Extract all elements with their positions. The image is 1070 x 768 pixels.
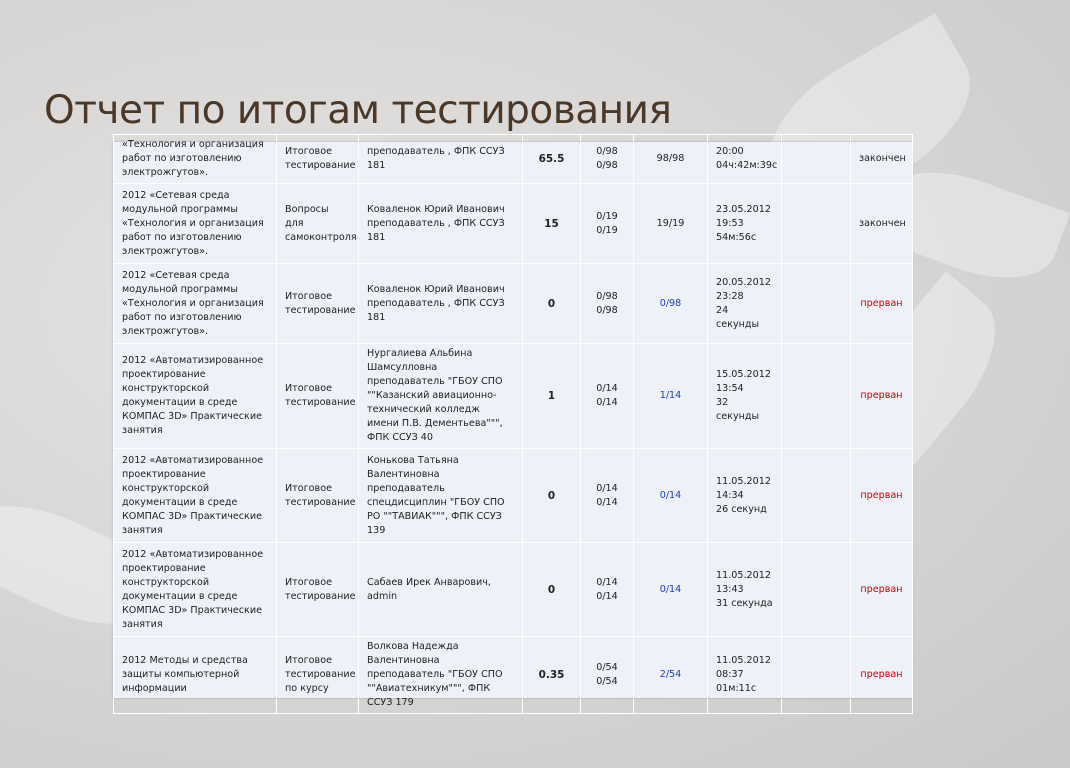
score-cell: 15 <box>523 184 581 264</box>
date-cell: 11.05.2012 08:37 01м:11с <box>708 637 782 714</box>
test-type-cell: Итоговое тестирование <box>277 135 359 184</box>
empty-cell <box>782 543 851 637</box>
score-cell: 0 <box>523 543 581 637</box>
status-cell: прерван <box>851 344 913 449</box>
empty-cell <box>782 264 851 344</box>
status-cell: закончен <box>851 135 913 184</box>
result-cell: 0/14 0/14 <box>581 344 634 449</box>
table-row[interactable] <box>114 637 913 714</box>
teacher-cell: Сабаев Ирек Анварович, admin <box>359 543 523 637</box>
progress-cell[interactable]: 1/14 <box>634 344 708 449</box>
test-report-table-screenshot <box>113 139 912 708</box>
empty-cell <box>782 449 851 543</box>
teacher-cell: Коваленок Юрий Иванович преподаватель , ФПК ССУЗ 181 <box>359 264 523 344</box>
course-cell: 2012 Методы и средства защиты компьютерной информации <box>114 637 277 714</box>
test-type-cell: Итоговое тестирование по курсу <box>277 637 359 714</box>
test-type-cell: Итоговое тестирование <box>277 543 359 637</box>
date-cell: 20.05.2012 23:28 24 секунды <box>708 264 782 344</box>
empty-cell <box>782 637 851 714</box>
table-row[interactable] <box>114 264 913 344</box>
test-type-cell: Итоговое тестирование <box>277 264 359 344</box>
test-report-table <box>113 134 913 714</box>
date-cell: 15.05.2012 13:54 32 секунды <box>708 344 782 449</box>
result-cell: 0/98 0/98 <box>581 135 634 184</box>
test-type-cell: Вопросы для самоконтроля <box>277 184 359 264</box>
score-cell: 0 <box>523 264 581 344</box>
result-cell: 0/14 0/14 <box>581 449 634 543</box>
status-cell: прерван <box>851 637 913 714</box>
course-cell: 2012 «Автоматизированное проектирование конструкторской документации в среде КОМПАС 3D» Практические занятия <box>114 543 277 637</box>
status-cell: прерван <box>851 264 913 344</box>
progress-cell[interactable]: 0/14 <box>634 449 708 543</box>
table-row[interactable] <box>114 135 913 184</box>
empty-cell <box>782 135 851 184</box>
teacher-cell: Нургалиева Альбина Шамсулловна преподаватель "ГБОУ СПО ""Казанский авиационно-технический колледж имени П.В. Дементьева""", ФПК ССУЗ 40 <box>359 344 523 449</box>
teacher-cell: Конькова Татьяна Валентиновна преподаватель спецдисциплин "ГБОУ СПО РО ""ТАВИАК""", ФПК ССУЗ 139 <box>359 449 523 543</box>
slide-title: Отчет по итогам тестирования <box>44 88 672 133</box>
score-cell: 0 <box>523 449 581 543</box>
result-cell: 0/19 0/19 <box>581 184 634 264</box>
course-cell: 2012 «Сетевая среда модульной программы «Технология и организация работ по изготовлению электрожгутов». <box>114 264 277 344</box>
score-cell: 65.5 <box>523 135 581 184</box>
table-row[interactable] <box>114 543 913 637</box>
table-row[interactable] <box>114 344 913 449</box>
empty-cell <box>782 344 851 449</box>
course-cell: 2012 «Сетевая среда модульной программы «Технология и организация работ по изготовлению электрожгутов». <box>114 184 277 264</box>
date-cell: 20:00 04ч:42м:39с <box>708 135 782 184</box>
test-type-cell: Итоговое тестирование <box>277 449 359 543</box>
course-cell: 2012 «Автоматизированное проектирование конструкторской документации в среде КОМПАС 3D» Практические занятия <box>114 344 277 449</box>
date-cell: 23.05.2012 19:53 54м:56с <box>708 184 782 264</box>
progress-cell[interactable]: 0/14 <box>634 543 708 637</box>
progress-cell: 19/19 <box>634 184 708 264</box>
result-cell: 0/14 0/14 <box>581 543 634 637</box>
teacher-cell: Волкова Надежда Валентиновна преподаватель "ГБОУ СПО ""Авиатехникум""", ФПК ССУЗ 179 <box>359 637 523 714</box>
teacher-cell: Коваленок Юрий Иванович преподаватель , ФПК ССУЗ 181 <box>359 184 523 264</box>
date-cell: 11.05.2012 14:34 26 секунд <box>708 449 782 543</box>
result-cell: 0/98 0/98 <box>581 264 634 344</box>
test-type-cell: Итоговое тестирование <box>277 344 359 449</box>
status-cell: прерван <box>851 449 913 543</box>
score-cell: 1 <box>523 344 581 449</box>
course-cell: 2012 «Автоматизированное проектирование конструкторской документации в среде КОМПАС 3D» Практические занятия <box>114 449 277 543</box>
table-row[interactable] <box>114 449 913 543</box>
teacher-cell: преподаватель , ФПК ССУЗ 181 <box>359 135 523 184</box>
status-cell: закончен <box>851 184 913 264</box>
result-cell: 0/54 0/54 <box>581 637 634 714</box>
date-cell: 11.05.2012 13:43 31 секунда <box>708 543 782 637</box>
course-cell: «Технология и организация работ по изготовлению электрожгутов». <box>114 135 277 184</box>
test-report-table-body <box>114 135 913 714</box>
progress-cell: 98/98 <box>634 135 708 184</box>
empty-cell <box>782 184 851 264</box>
status-cell: прерван <box>851 543 913 637</box>
progress-cell[interactable]: 0/98 <box>634 264 708 344</box>
progress-cell[interactable]: 2/54 <box>634 637 708 714</box>
score-cell: 0.35 <box>523 637 581 714</box>
table-row[interactable] <box>114 184 913 264</box>
